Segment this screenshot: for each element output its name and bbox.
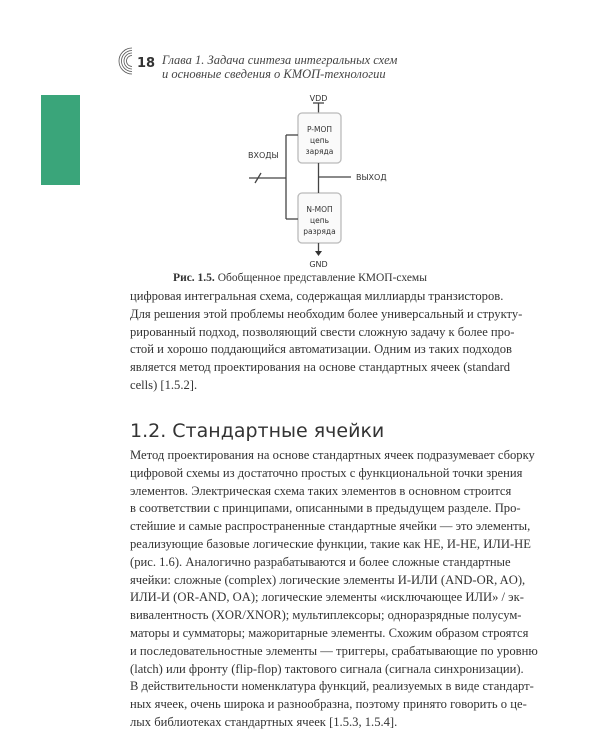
text-line: ИЛИ-И (OR-AND, OA); логические элементы «исключающее ИЛИ» / эк- [130,590,524,605]
text-line: в соответствии с принципами, описанными в предыдущем разделе. Про- [130,501,521,516]
nmos-label: разряда [303,227,336,236]
text-line: cells) [1.5.2]. [130,377,198,392]
text-line: Метод проектирования на основе стандартных ячеек подразумевает сборку [130,448,535,462]
text-line: реализующие базовые логические функции, такие как НЕ, И-НЕ, ИЛИ-НЕ [130,536,531,551]
text-line: рированный подход, позволяющий свести сложную задачу к более про- [130,324,515,339]
paragraph-2 [130,447,538,732]
cmos-diagram [0,0,600,275]
caption-text: Обобщенное представление КМОП-схемы [214,272,427,284]
pmos-label: заряда [305,147,334,156]
text-line: ячейки: сложные (complex) логические элементы И-ИЛИ (AND-OR, AO), [130,572,526,587]
nmos-label: цепь [309,216,330,225]
caption-label: Рис. 1.5. [173,272,215,284]
nmos-label: N-МОП [306,205,333,214]
text-line: цифровая интегральная схема, содержащая миллиарды транзисторов. [130,289,504,303]
section-heading: 1.2. Стандартные ячейки [130,420,385,442]
text-line: ных ячеек, очень широка и разнообразна, поэтому принято говорить о це- [130,697,527,712]
output-label: ВЫХОД [356,173,387,182]
text-line: элементов. Электрическая схема таких элементов в основном строится [130,483,512,498]
text-line: и последовательностные элементы — триггеры, срабатывающие по уровню [130,643,538,658]
text-line: (latch) или фронту (flip-flop) тактового сигнала (сигнала синхронизации). [130,661,524,676]
text-line: Для решения этой проблемы необходим более универсальный и структу- [130,306,523,321]
text-line: маторы и сумматоры; мажоритарные элементы. Схожим образом строятся [130,625,529,640]
paragraph-1 [130,288,523,395]
inputs-label: ВХОДЫ [248,151,279,160]
text-line: В действительности номенклатура функций, реализуемых в виде стандарт- [130,679,534,694]
vdd-label: VDD [309,94,328,103]
running-header-line: Глава 1. Задача синтеза интегральных схем [162,53,398,67]
text-line: стейшие и самые распространенные стандартные ячейки — это элементы, [130,519,531,534]
text-line: вивалентность (XOR/XNOR); мультиплексоры; одноразрядные полусум- [130,608,522,623]
page-number: 18 [137,56,156,71]
pmos-label: цепь [309,136,330,145]
text-line: стой и хорошо поддающийся автоматизации. Одним из таких подходов [130,342,512,357]
running-header-line: и основные сведения о КМОП-технологии [162,67,386,81]
text-line: (рис. 1.6). Аналогично разрабатываются и более сложные стандартные [130,554,511,569]
text-line: лых библиотеках стандартных ячеек [1.5.3, 1.5.4]. [130,714,398,729]
text-line: цифровой схемы из достаточно простых с функциональной точки зрения [130,465,523,480]
gnd-label: GND [309,260,328,269]
text-line: является метод проектирования на основе стандартных ячеек (standard [130,360,511,375]
figure-caption [0,272,600,284]
pmos-label: P-МОП [306,125,333,134]
